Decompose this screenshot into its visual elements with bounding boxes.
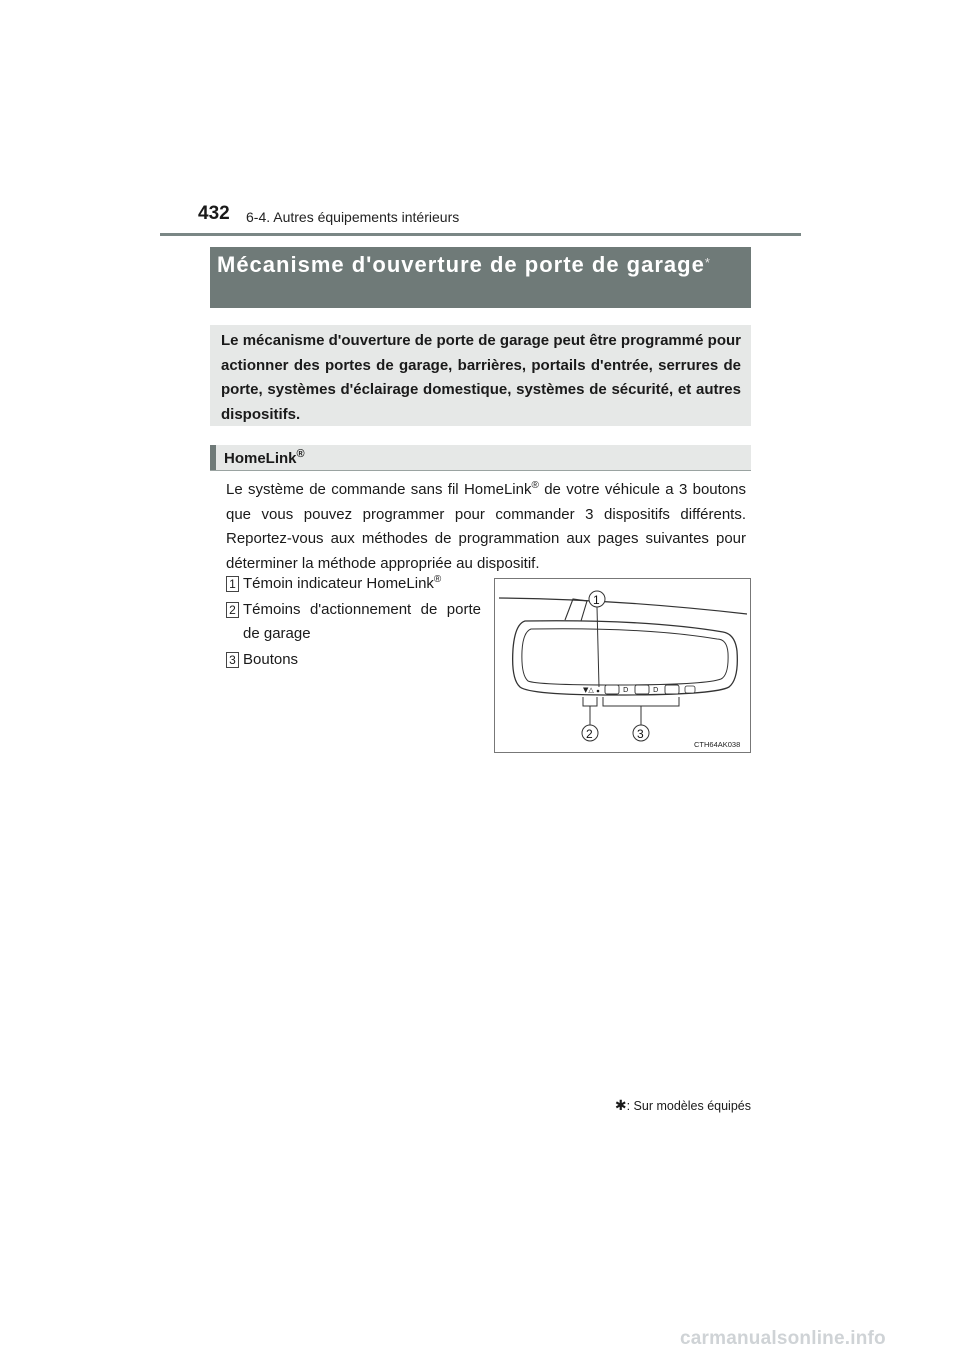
legend-number: 3	[226, 652, 239, 668]
legend-item	[226, 648, 481, 672]
figure-callout: 2	[586, 727, 593, 741]
page-number: 432	[198, 203, 230, 224]
subsection-title: HomeLink	[224, 450, 297, 467]
subsection-rule	[210, 470, 751, 471]
figure-code: CTH64AK038	[694, 740, 741, 749]
svg-text:D: D	[623, 686, 629, 694]
asterisk-marker: *	[704, 255, 711, 270]
figure-callout: 1	[593, 593, 600, 607]
intro-box	[210, 325, 751, 426]
legend-number: 1	[226, 576, 239, 592]
body-registered-mark: ®	[531, 480, 539, 491]
watermark: carmanualsonline.info	[680, 1328, 886, 1349]
legend-number: 2	[226, 602, 239, 618]
footnote	[604, 1097, 751, 1114]
legend-item	[226, 598, 481, 646]
svg-text:▼△: ▼△	[583, 686, 594, 694]
rearview-mirror-icon	[495, 579, 750, 752]
section-title-bar	[210, 247, 751, 308]
body-text-2: de votre véhicule a 3 boutons que vous pouvez programmer pour commander 3 dispositifs différents. Reportez-vous aux méthodes de programmation aux pages suivantes pour déterminer la méthode appropriée au dispositif.	[226, 481, 746, 572]
intro-text: Le mécanisme d'ouverture de porte de garage peut être programmé pour actionner des portes de garage, barrières, portails d'entrée, serrures de porte, systèmes d'éclairage domestique, systèmes de sécurité, et autres dispositifs.	[221, 332, 741, 423]
footnote-text: : Sur modèles équipés	[626, 1099, 751, 1113]
footnote-star: ✱	[614, 1097, 627, 1113]
body-text-1: Le système de commande sans fil HomeLink	[226, 481, 532, 498]
svg-text:D: D	[653, 686, 659, 694]
section-label: 6-4. Autres équipements intérieurs	[246, 209, 460, 225]
legend-registered-mark: ®	[433, 574, 442, 585]
legend-text: Boutons	[243, 651, 299, 668]
section-title: Mécanisme d'ouverture de porte de garage	[217, 252, 705, 277]
header-rule	[160, 233, 801, 236]
figure-callout: 3	[637, 727, 644, 741]
legend-list	[226, 572, 481, 674]
body-paragraph	[226, 478, 746, 576]
legend-text: Témoins d'actionnement de porte de garage	[243, 601, 481, 642]
registered-mark: ®	[296, 448, 305, 460]
rearview-mirror-figure	[494, 578, 751, 753]
legend-item	[226, 572, 481, 596]
legend-text: Témoin indicateur HomeLink	[243, 575, 434, 592]
subsection-header	[210, 445, 751, 471]
